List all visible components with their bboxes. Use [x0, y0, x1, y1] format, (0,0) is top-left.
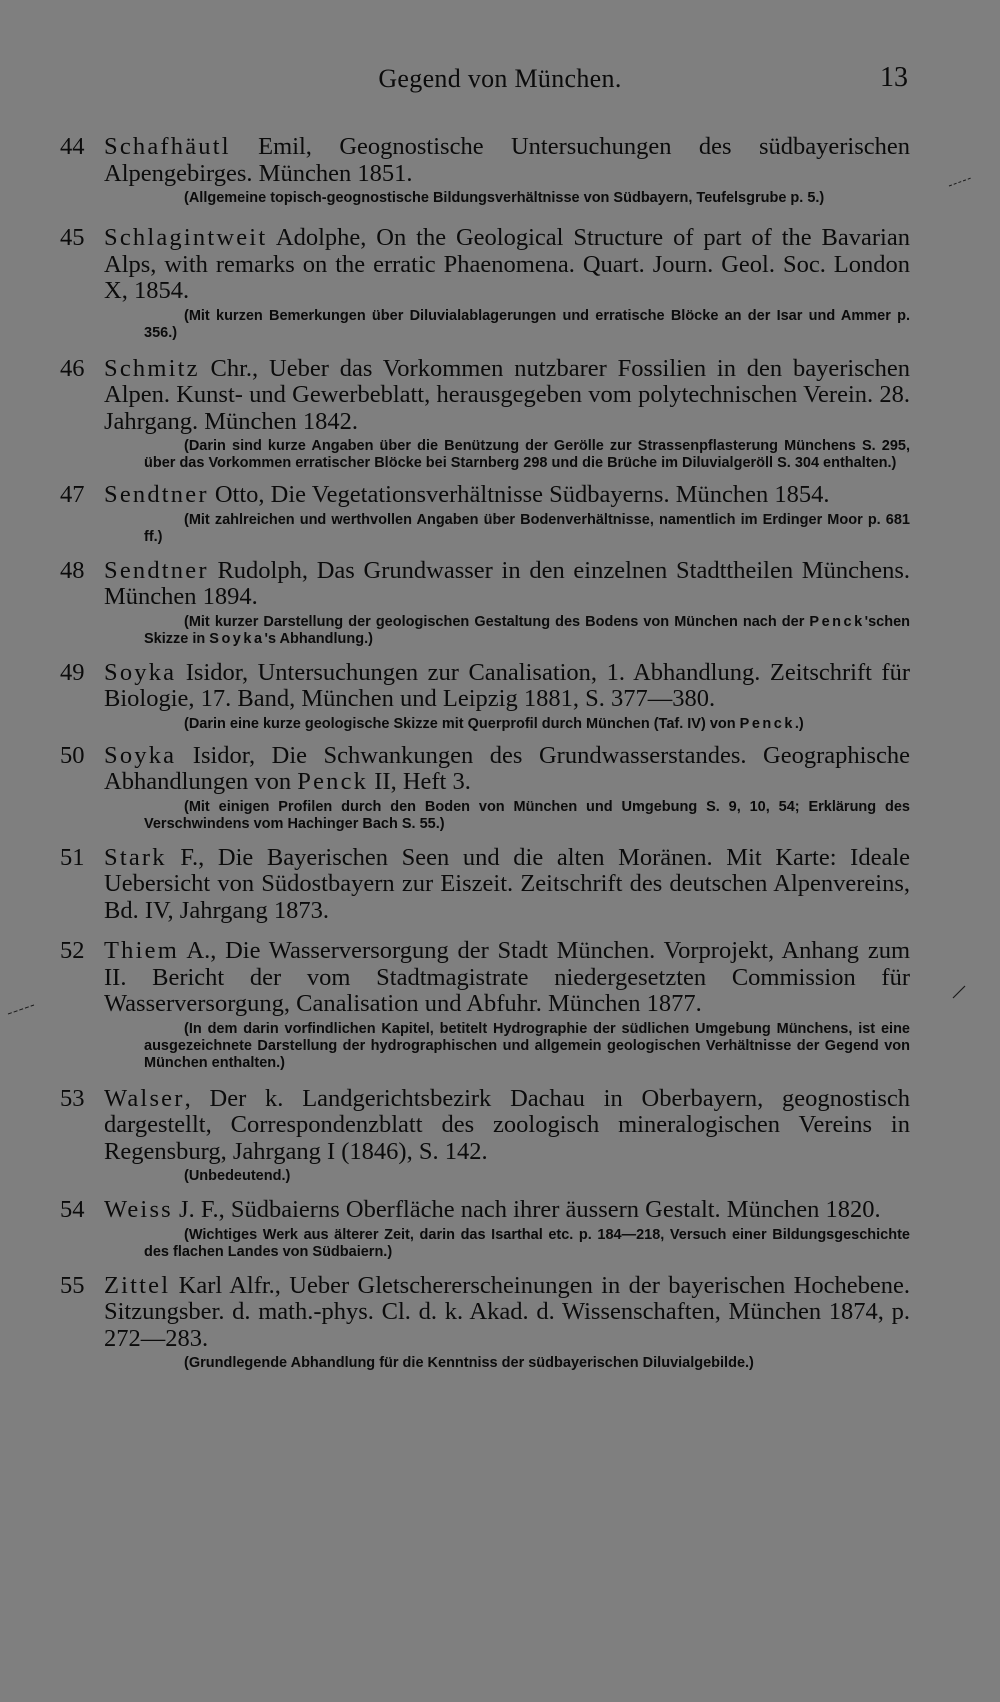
entry-title: Rudolph, Das Grundwasser in den einzelnen Stadttheilen Münchens. München 1894. [104, 556, 910, 610]
entry-title: Karl Alfr., Ueber Gletschererscheinungen in der bayerischen Hochebene. Sitzungsber. d. math.-phys. Cl. d. k. Akad. d. Wissenschaften, München 1874, p. 272—283. [104, 1271, 910, 1352]
note-text: (Darin eine kurze geologische Skizze mit Querprofil durch München (Taf. IV) von [184, 715, 740, 732]
bibliography-entry [60, 356, 910, 473]
entry-number: 55 [60, 1271, 85, 1299]
bibliography-entry [60, 1197, 910, 1261]
entry-title: Chr., Ueber das Vorkommen nutzbarer Fossilien in den bayerischen Alpen. Kunst- und Gewerbeblatt, herausgegeben vom polytechnischen Verein. 28. Jahrgang. München 1842. [104, 354, 910, 435]
entry-citation [60, 1197, 910, 1224]
entry-citation [60, 938, 910, 1018]
bibliography-entry [60, 482, 910, 546]
entry-note [60, 614, 910, 648]
bibliography-entry [60, 660, 910, 733]
entry-number: 49 [60, 658, 85, 686]
entry-citation [60, 225, 910, 305]
bibliography-entry [60, 134, 910, 207]
margin-pencil-mark [945, 174, 975, 188]
entry-author: Schlagintweit [104, 224, 268, 251]
entry-note: (Mit kurzen Bemerkungen über Diluvialablagerungen und erratische Blöcke an der Isar und Ammer p. 356.) [144, 307, 910, 341]
entry-note [60, 716, 910, 733]
entry-title: Otto, Die Vegetationsverhältnisse Südbayerns. München 1854. [208, 481, 830, 508]
entry-citation [60, 558, 910, 611]
entry-citation [60, 134, 910, 187]
note-author-name: Penck [739, 715, 795, 732]
note-author-name: Penck [809, 613, 865, 630]
entry-number: 51 [60, 843, 85, 871]
entry-note: (Mit zahlreichen und werthvollen Angaben über Bodenverhältnisse, namentlich im Erdinger Moor p. 681 ff.) [144, 511, 910, 545]
entry-title: A., Die Wasserversorgung der Stadt München. Vorprojekt, Anhang zum II. Bericht der vom Stadtmagistrate niedergesetzten Commission für Wasserversorgung, Canalisation und Abfuhr. München 1877. [104, 937, 910, 1017]
note-text: 's Abhandlung.) [264, 630, 373, 647]
entry-note: (Unbedeutend.) [184, 1168, 291, 1184]
entry-cited-author: Penck [297, 768, 369, 795]
bibliography-entry [60, 938, 910, 1072]
margin-pencil-mark [945, 985, 975, 999]
bibliography-entry [60, 743, 910, 833]
entry-citation [60, 660, 910, 713]
entry-author: Sendtner [104, 556, 209, 584]
note-text: (Mit kurzer Darstellung der geologischen Gestaltung des Bodens von München nach der [184, 613, 810, 630]
entry-title: Emil, Geognostische Untersuchungen des südbayerischen Alpengebirges. München 1851. [104, 133, 910, 187]
entry-citation [60, 1273, 910, 1353]
margin-pencil-mark [6, 1002, 36, 1016]
bibliography-entry [60, 1086, 910, 1186]
entry-number: 53 [60, 1084, 85, 1112]
entry-note: (Mit einigen Profilen durch den Boden von München und Umgebung S. 9, 10, 54; Erklärung des Verschwindens vom Hachinger Bach S. 55.) [144, 798, 910, 832]
entry-citation [60, 356, 910, 436]
entry-title: Isidor, Untersuchungen zur Canalisation, 1. Abhandlung. Zeitschrift für Biologie, 17. Band, München und Leipzig 1881, S. 377—380. [104, 658, 910, 712]
entry-title: Isidor, Die Schwankungen des Grundwasserstandes. Geographische Abhandlungen von [104, 741, 910, 795]
bibliography-entry [60, 1273, 910, 1373]
entry-number: 54 [60, 1196, 85, 1223]
bibliography-list [60, 134, 910, 1372]
entry-author: Walser [104, 1084, 185, 1112]
entry-author: Thiem [104, 937, 179, 964]
entry-author: Soyka [104, 741, 177, 769]
entry-citation [60, 845, 910, 925]
entry-note: (Darin sind kurze Angaben über die Benützung der Gerölle zur Strassenpflasterung Münchens S. 295, über das Vorkommen erratischer Blöcke bei Starnberg 298 und die Brüche im Diluvialgeröll S. 304 enthalten.) [144, 438, 910, 471]
note-text: 'schen Skizze in [144, 613, 910, 647]
bibliography-entry [60, 225, 910, 342]
entry-author: Soyka [104, 658, 177, 686]
entry-number: 46 [60, 354, 85, 382]
entry-note: (Wichtiges Werk aus älterer Zeit, darin das Isarthal etc. p. 184—218, Versuch einer Bildungsgeschichte des flachen Landes von Südbaiern.) [144, 1226, 910, 1260]
entry-number: 50 [60, 741, 85, 769]
note-text: .) [794, 715, 804, 732]
entry-citation [60, 743, 910, 796]
bibliography-entry [60, 845, 910, 925]
entry-note: (Allgemeine topisch-geognostische Bildungsverhältnisse von Südbayern, Teufelsgrube p. 5.) [184, 190, 825, 206]
entry-citation [60, 1086, 910, 1166]
entry-author: Weiss [104, 1196, 173, 1223]
entry-number: 47 [60, 481, 85, 508]
entry-number: 45 [60, 224, 85, 251]
entry-number: 52 [60, 937, 85, 964]
entry-number: 48 [60, 556, 85, 584]
entry-title: , Der k. Landgerichtsbezirk Dachau in Oberbayern, geognostisch dargestellt, Correspondenzblatt des zoologisch mineralogischen Vereins in Regensburg, Jahrgang I (1846), S. 142. [104, 1084, 910, 1165]
bibliography-entry [60, 558, 910, 648]
entry-number: 44 [60, 133, 85, 160]
entry-author: Schmitz [104, 354, 200, 382]
entry-title: F., Die Bayerischen Seen und die alten Moränen. Mit Karte: Ideale Uebersicht von Südostbayern zur Eiszeit. Zeitschrift des deutschen Alpenvereins, Bd. IV, Jahrgang 1873. [104, 843, 910, 924]
entry-note: (In dem darin vorfindlichen Kapitel, betitelt Hydrographie der südlichen Umgebung Münchens, ist eine ausgezeichnete Darstellung der hydrographischen und allgemein geologischen Verhältnisse der Gegend von München enthalten.) [144, 1020, 910, 1071]
entry-author: Zittel [104, 1271, 171, 1299]
note-author-name: Soyka [209, 630, 265, 647]
entry-title: Adolphe, On the Geological Structure of part of the Bavarian Alps, with remarks on the erratic Phaenomena. Quart. Journ. Geol. Soc. London X, 1854. [104, 224, 910, 304]
entry-author: Schafhäutl [104, 133, 231, 160]
entry-title: II, Heft 3. [368, 768, 471, 795]
entry-author: Stark [104, 843, 167, 871]
entry-title: J. F., Südbaierns Oberfläche nach ihrer äussern Gestalt. München 1820. [172, 1196, 881, 1223]
running-title: Gegend von München. [378, 64, 622, 93]
entry-citation [60, 482, 910, 509]
entry-author: Sendtner [104, 481, 209, 508]
entry-note: (Grundlegende Abhandlung für die Kenntniss der südbayerischen Diluvialgebilde.) [184, 1355, 754, 1371]
page-number: 13 [880, 62, 908, 93]
